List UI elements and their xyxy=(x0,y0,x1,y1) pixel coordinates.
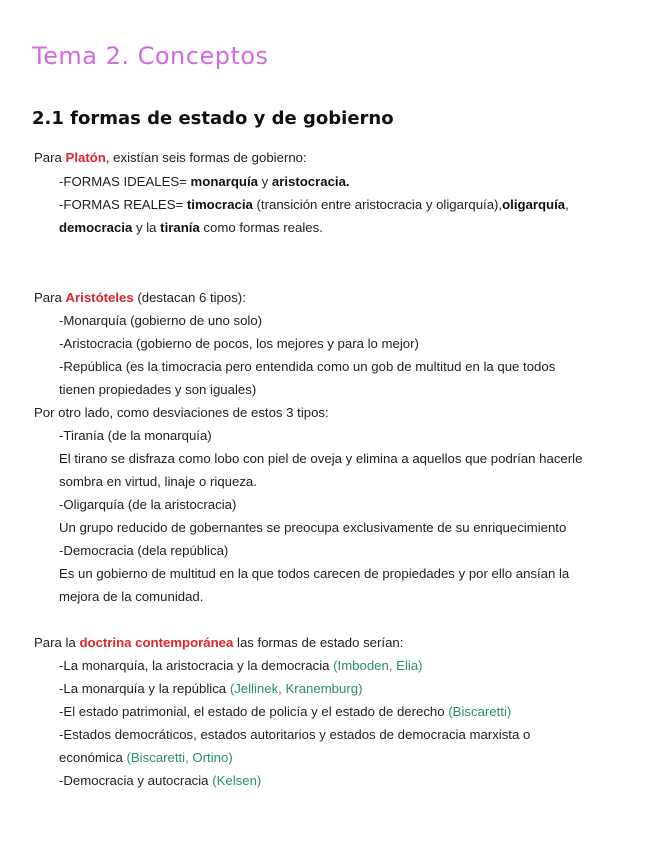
list-item: El tirano se disfraza como lobo con piel de oveja y elimina a aquellos que podrían hacerle xyxy=(59,451,583,466)
text: Para xyxy=(34,290,66,305)
list-item: Un grupo reducido de gobernantes se preocupa exclusivamente de su enriquecimiento xyxy=(59,520,567,535)
text: (destacan 6 tipos): xyxy=(133,290,246,305)
authors: (Kelsen) xyxy=(212,773,262,788)
text: las formas de estado serían: xyxy=(233,635,404,650)
list-item: -República (es la timocracia pero entendida como un gob de multitud en la que todos xyxy=(59,359,556,374)
list-item: -Monarquía (gobierno de uno solo) xyxy=(59,313,263,328)
authors: (Biscaretti) xyxy=(448,704,512,719)
text: y xyxy=(257,174,272,189)
page-title: Tema 2. Conceptos xyxy=(32,42,269,70)
text: -La monarquía y la república xyxy=(59,681,230,696)
formas-reales xyxy=(59,197,569,213)
text: -FORMAS REALES= xyxy=(59,197,187,212)
desviaciones-intro: Por otro lado, como desviaciones de estos 3 tipos: xyxy=(34,405,329,420)
text: económica xyxy=(59,750,127,765)
list-item xyxy=(59,727,530,743)
list-item: Es un gobierno de multitud en la que todos carecen de propiedades y por ello ansían la xyxy=(59,566,570,581)
formas-reales-cont xyxy=(59,220,323,236)
platon-name: Platón xyxy=(65,150,106,165)
bold-term: democracia xyxy=(59,220,133,235)
text: , existían seis formas de gobierno: xyxy=(105,150,307,165)
list-item: -Oligarquía (de la aristocracia) xyxy=(59,497,237,512)
list-item xyxy=(59,773,261,789)
list-item: mejora de la comunidad. xyxy=(59,589,204,604)
list-item xyxy=(59,681,362,697)
list-item: -Democracia (dela república) xyxy=(59,543,229,558)
text: -El estado patrimonial, el estado de policía y el estado de derecho xyxy=(59,704,449,719)
list-item xyxy=(59,658,423,674)
aristoteles-name: Aristóteles xyxy=(65,290,134,305)
text: Para la xyxy=(34,635,80,650)
text: -Democracia y autocracia xyxy=(59,773,213,788)
bold-term: oligarquía xyxy=(502,197,566,212)
bold-term: monarquía xyxy=(190,174,258,189)
platon-intro xyxy=(34,150,307,166)
list-item xyxy=(59,750,233,766)
list-item: tienen propiedades y son iguales) xyxy=(59,382,257,397)
authors: (Jellinek, Kranemburg) xyxy=(229,681,363,696)
aristoteles-intro xyxy=(34,290,246,306)
section-heading: 2.1 formas de estado y de gobierno xyxy=(32,108,394,129)
bold-term: timocracia xyxy=(186,197,253,212)
list-item xyxy=(59,704,511,720)
bold-term: tiranía xyxy=(160,220,200,235)
text: Para xyxy=(34,150,66,165)
doctrina-name: doctrina contemporánea xyxy=(79,635,234,650)
doctrina-intro xyxy=(34,635,403,651)
text: como formas reales. xyxy=(199,220,323,235)
text: -La monarquía, la aristocracia y la democracia xyxy=(59,658,334,673)
text: , xyxy=(565,197,569,212)
list-item: -Tiranía (de la monarquía) xyxy=(59,428,212,443)
list-item: sombra en virtud, linaje o riqueza. xyxy=(59,474,257,489)
text: y la xyxy=(132,220,161,235)
authors: (Imboden, Elia) xyxy=(333,658,423,673)
bold-term: aristocracia. xyxy=(271,174,350,189)
authors: (Biscaretti, Ortino) xyxy=(126,750,233,765)
text: -Estados democráticos, estados autoritarios y estados de democracia marxista o xyxy=(59,727,531,742)
formas-ideales xyxy=(59,174,350,190)
list-item: -Aristocracia (gobierno de pocos, los mejores y para lo mejor) xyxy=(59,336,419,351)
text: (transición entre aristocracia y oligarquía), xyxy=(252,197,503,212)
text: -FORMAS IDEALES= xyxy=(59,174,191,189)
